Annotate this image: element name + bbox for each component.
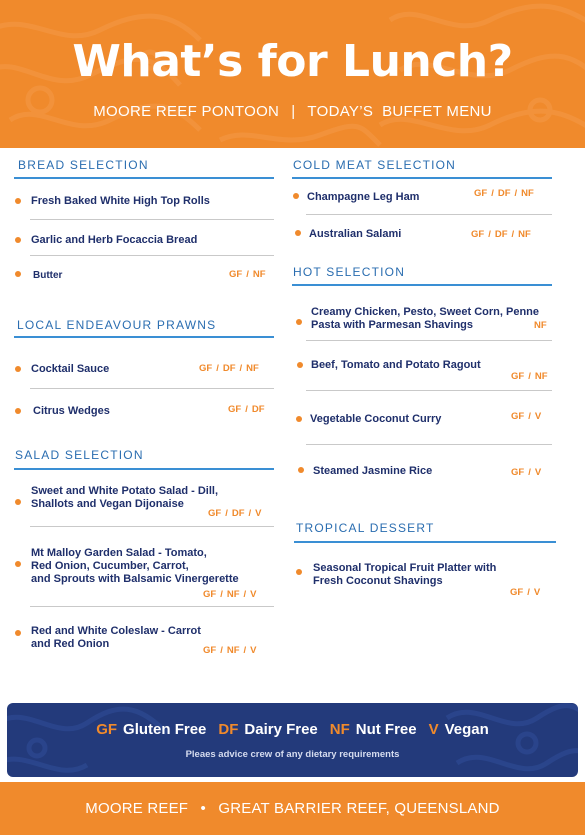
- dietary-tag: GF: [511, 467, 525, 478]
- section-title-dessert: TROPICAL DESSERT: [296, 521, 435, 535]
- dietary-tags: [511, 371, 548, 382]
- tag-separator: /: [243, 589, 247, 600]
- item-divider: [306, 340, 552, 341]
- dietary-tag: V: [250, 589, 257, 600]
- dietary-tags: [199, 363, 259, 374]
- dietary-tag: NF: [534, 320, 547, 331]
- tag-separator: /: [225, 508, 228, 519]
- page-title: What’s for Lunch?: [72, 36, 513, 87]
- menu-item-name: Vegetable Coconut Curry: [310, 413, 442, 425]
- dietary-tags: [511, 411, 541, 422]
- item-divider: [30, 526, 274, 527]
- item-divider: [30, 219, 274, 220]
- section-divider: [14, 468, 274, 470]
- dietary-tag: GF: [203, 589, 217, 600]
- dietary-tags: [474, 188, 534, 199]
- coral-pattern-decoration: [7, 703, 578, 777]
- dietary-tag: V: [534, 411, 542, 422]
- menu-item-name: Fresh Baked White High Top Rolls: [31, 195, 210, 207]
- menu-item-name-line: Mt Malloy Garden Salad - Tomato,: [31, 547, 207, 559]
- menu-item-name: Champagne Leg Ham: [307, 191, 420, 203]
- dietary-tag: GF: [471, 229, 485, 240]
- tag-separator: /: [216, 363, 219, 374]
- dietary-tags: [203, 645, 257, 656]
- menu-item-name: Cocktail Sauce: [31, 363, 110, 375]
- tag-separator: /: [528, 371, 531, 382]
- legend-code: V: [428, 721, 439, 738]
- menu-item-name: Garlic and Herb Focaccia Bread: [31, 234, 198, 246]
- dietary-tag: NF: [521, 188, 534, 199]
- dietary-tag: DF: [251, 404, 265, 415]
- dietary-tag: GF: [510, 587, 524, 598]
- dietary-tag: GF: [208, 508, 222, 519]
- dietary-tag: V: [533, 587, 541, 598]
- bullet-icon: [298, 467, 304, 473]
- page-subtitle: [0, 103, 585, 120]
- dietary-tag: DF: [497, 188, 511, 199]
- item-divider: [306, 444, 552, 445]
- tag-separator: /: [239, 363, 243, 374]
- bullet-icon: [297, 362, 303, 368]
- bullet-icon: [15, 630, 21, 636]
- menu-item-name-line: Seasonal Tropical Fruit Platter with: [313, 562, 497, 574]
- menu-item-name-line: Shallots and Vegan Dijonaise: [31, 498, 184, 510]
- item-divider: [30, 606, 274, 607]
- dietary-tags: [229, 269, 266, 280]
- section-title-salad: SALAD SELECTION: [15, 448, 144, 462]
- dietary-tag: GF: [199, 363, 213, 374]
- tag-separator: /: [220, 589, 223, 600]
- menu-item-name-line: Sweet and White Potato Salad - Dill,: [31, 485, 219, 497]
- bullet-icon: [296, 416, 302, 422]
- legend-label: Vegan: [444, 721, 489, 738]
- tag-separator: /: [528, 467, 531, 478]
- dietary-tag: GF: [203, 645, 217, 656]
- bullet-icon: [15, 499, 21, 505]
- item-divider: [306, 214, 552, 215]
- subtitle-menu: TODAY’S BUFFET MENU: [307, 103, 492, 120]
- tag-separator: /: [245, 404, 248, 415]
- bullet-icon: [295, 230, 301, 236]
- dietary-tag: NF: [226, 589, 240, 600]
- section-title-bread: BREAD SELECTION: [18, 158, 149, 172]
- dietary-tags: [208, 508, 262, 519]
- menu-item-name: Beef, Tomato and Potato Ragout: [311, 359, 481, 371]
- section-title-hot: HOT SELECTION: [293, 265, 406, 279]
- dietary-tag: NF: [246, 363, 259, 374]
- dietary-tags: [203, 589, 257, 600]
- dietary-tags: [228, 404, 265, 415]
- menu-item-name: Citrus Wedges: [33, 405, 110, 417]
- dietary-tag: DF: [494, 229, 508, 240]
- section-title-prawns: LOCAL ENDEAVOUR PRAWNS: [17, 318, 217, 332]
- item-divider: [306, 390, 552, 391]
- dietary-tag: DF: [231, 508, 245, 519]
- header-banner: [0, 0, 585, 148]
- footer-dot-separator: •: [200, 800, 206, 817]
- section-divider: [294, 541, 556, 543]
- legend-entries: [7, 721, 578, 738]
- dietary-tags: [471, 229, 531, 240]
- menu-item-name-line: Red and White Coleslaw - Carrot: [31, 625, 201, 637]
- dietary-tags: [510, 587, 540, 598]
- subtitle-location: MOORE REEF PONTOON: [93, 103, 280, 120]
- dietary-tags: [534, 320, 547, 331]
- menu-item-name: [31, 547, 239, 586]
- bullet-icon: [296, 319, 302, 325]
- section-divider: [292, 177, 552, 179]
- tag-separator: /: [527, 587, 530, 598]
- legend-code: DF: [218, 721, 239, 738]
- dietary-tag: DF: [222, 363, 236, 374]
- tag-separator: /: [514, 188, 518, 199]
- dietary-tag: GF: [511, 371, 525, 382]
- menu-item-name: Butter: [33, 270, 63, 281]
- dietary-tag: GF: [474, 188, 488, 199]
- dietary-note: Pleaes advice crew of any dietary requirements: [185, 749, 400, 760]
- menu-item-name: Steamed Jasmine Rice: [313, 465, 433, 477]
- dietary-tag: V: [534, 467, 542, 478]
- menu-content: [0, 148, 585, 698]
- menu-item-name-line: Red Onion, Cucumber, Carrot,: [31, 560, 189, 572]
- tag-separator: /: [528, 411, 531, 422]
- dietary-tags: [511, 467, 541, 478]
- legend-code: NF: [329, 721, 350, 738]
- tag-separator: /: [488, 229, 491, 240]
- menu-item-name-line: and Sprouts with Balsamic Vinergerette: [31, 573, 239, 585]
- tag-separator: /: [511, 229, 515, 240]
- menu-item-name-line: Pasta with Parmesan Shavings: [311, 319, 474, 331]
- dietary-tag: GF: [228, 404, 242, 415]
- menu-item-name: [31, 625, 201, 651]
- bullet-icon: [296, 569, 302, 575]
- bullet-icon: [15, 198, 21, 204]
- subtitle-separator: |: [291, 103, 296, 120]
- dietary-legend: [7, 703, 578, 777]
- bullet-icon: [15, 366, 21, 372]
- dietary-tag: GF: [511, 411, 525, 422]
- legend-label: Dairy Free: [244, 721, 318, 738]
- section-divider: [292, 284, 552, 286]
- tag-separator: /: [243, 645, 247, 656]
- dietary-tag: NF: [226, 645, 240, 656]
- dietary-tag: NF: [518, 229, 531, 240]
- menu-item-name: [311, 306, 539, 332]
- tag-separator: /: [248, 508, 252, 519]
- menu-item-name-line: Creamy Chicken, Pesto, Sweet Corn, Penne: [311, 306, 540, 318]
- dietary-tag: NF: [252, 269, 266, 280]
- item-divider: [30, 255, 274, 256]
- bullet-icon: [15, 271, 21, 277]
- footer-location: MOORE REEF: [85, 800, 189, 817]
- tag-separator: /: [220, 645, 223, 656]
- menu-item-name: [31, 485, 218, 511]
- section-divider: [14, 177, 274, 179]
- legend-code: GF: [96, 721, 118, 738]
- footer-text: [0, 800, 585, 817]
- legend-label: Gluten Free: [123, 721, 207, 738]
- menu-item-name: Australian Salami: [309, 228, 402, 240]
- menu-item-name: [313, 562, 496, 588]
- item-divider: [30, 388, 274, 389]
- bullet-icon: [15, 237, 21, 243]
- bullet-icon: [15, 561, 21, 567]
- menu-item-name-line: and Red Onion: [31, 638, 110, 650]
- footer-banner: [0, 782, 585, 835]
- dietary-tag: V: [250, 645, 257, 656]
- legend-label: Nut Free: [355, 721, 417, 738]
- dietary-tag: NF: [534, 371, 548, 382]
- section-title-cold-meat: COLD MEAT SELECTION: [293, 158, 457, 172]
- bullet-icon: [293, 193, 299, 199]
- bullet-icon: [15, 408, 21, 414]
- section-divider: [14, 336, 274, 338]
- footer-region: GREAT BARRIER REEF, QUEENSLAND: [218, 800, 500, 817]
- dietary-tag: GF: [229, 269, 243, 280]
- menu-item-name-line: Fresh Coconut Shavings: [313, 575, 443, 587]
- tag-separator: /: [491, 188, 494, 199]
- tag-separator: /: [246, 269, 249, 280]
- dietary-tag: V: [255, 508, 262, 519]
